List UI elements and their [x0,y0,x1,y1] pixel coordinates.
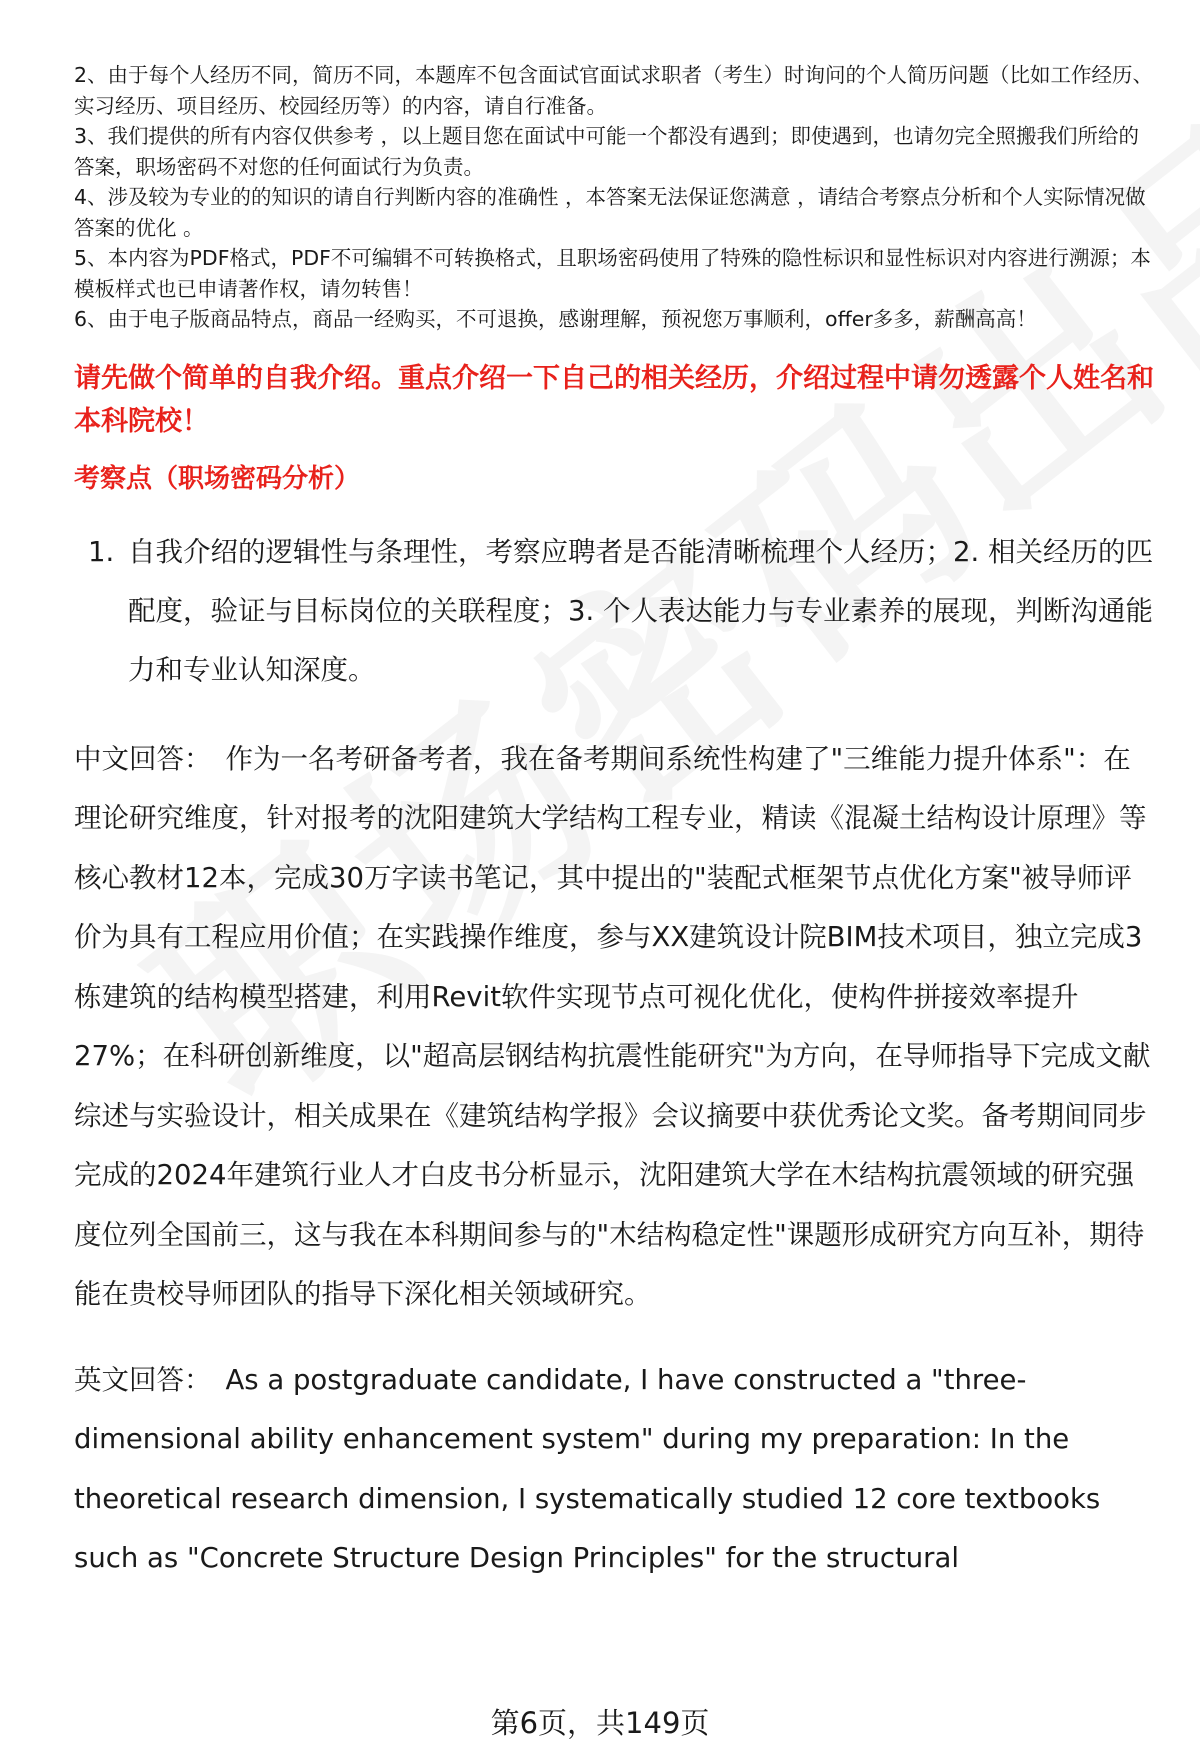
page-content [74,60,1154,1589]
analysis-title: 考察点（职场密码分析） [74,463,361,494]
analysis-number: 1. [88,535,115,568]
note-item: 4、涉及较为专业的的知识的请自行判断内容的准确性 ，本答案无法保证您满意 ，请结合考察点分析和个人实际情况做答案的优化 。 [74,185,1146,240]
english-answer-text: As a postgraduate candidate, I have constructed a "three-dimensional ability enhancement system" during my preparation: In the theoretical research dimension, I systematically studied 12 core textbooks such as "Concrete Structure Design Principles" for the structural [74,1363,1101,1574]
english-answer [74,1351,1154,1589]
note-item: 2、由于每个人经历不同，简历不同，本题库不包含面试官面试求职者（考生）时询问的个人简历问题（比如工作经历、实习经历、项目经历、校园经历等）的内容，请自行准备。 [74,63,1154,118]
chinese-answer [74,730,1154,1325]
analysis-points [74,523,1154,700]
english-answer-label: 英文回答： [74,1363,212,1396]
page-number: 第6页，共149页 [490,1706,710,1740]
analysis-text: 自我介绍的逻辑性与条理性，考察应聘者是否能清晰梳理个人经历；2. 相关经历的匹配度，验证与目标岗位的关联程度；3. 个人表达能力与专业素养的展现，判断沟通能力和专业认知深度。 [128,535,1153,686]
note-item: 6、由于电子版商品特点，商品一经购买，不可退换，感谢理解，预祝您万事顺利，offer多多，薪酬高高！ [74,307,1037,331]
disclaimer-notes [74,60,1154,335]
chinese-answer-text: 作为一名考研备考者，我在备考期间系统性构建了"三维能力提升体系"：在理论研究维度，针对报考的沈阳建筑大学结构工程专业，精读《混凝土结构设计原理》等核心教材12本，完成30万字读书笔记，其中提出的"装配式框架节点优化方案"被导师评价为具有工程应用价值；在实践操作维度，参与XX建筑设计院BIM技术项目，独立完成3栋建筑的结构模型搭建，利用Revit软件实现节点可视化优化，使构件拼接效率提升27%；在科研创新维度，以"超高层钢结构抗震性能研究"为方向，在导师指导下完成文献综述与实验设计，相关成果在《建筑结构学报》会议摘要中获优秀论文奖。备考期间同步完成的2024年建筑行业人才白皮书分析显示，沈阳建筑大学在木结构抗震领域的研究强度位列全国前三，这与我在本科期间参与的"木结构稳定性"课题形成研究方向互补，期待能在贵校导师团队的指导下深化相关领域研究。 [74,742,1151,1310]
chinese-answer-label: 中文回答： [74,742,212,775]
interview-question: 请先做个简单的自我介绍。重点介绍一下自己的相关经历，介绍过程中请勿透露个人姓名和本科院校！ [74,362,1154,437]
note-item: 5、本内容为PDF格式，PDF不可编辑不可转换格式，且职场密码使用了特殊的隐性标识和显性标识对内容进行溯源；本模板样式也已申请著作权，请勿转售！ [74,246,1151,301]
note-item: 3、我们提供的所有内容仅供参考 ，以上题目您在面试中可能一个都没有遇到；即使遇到，也请勿完全照搬我们所给的答案，职场密码不对您的任何面试行为负责。 [74,124,1140,179]
